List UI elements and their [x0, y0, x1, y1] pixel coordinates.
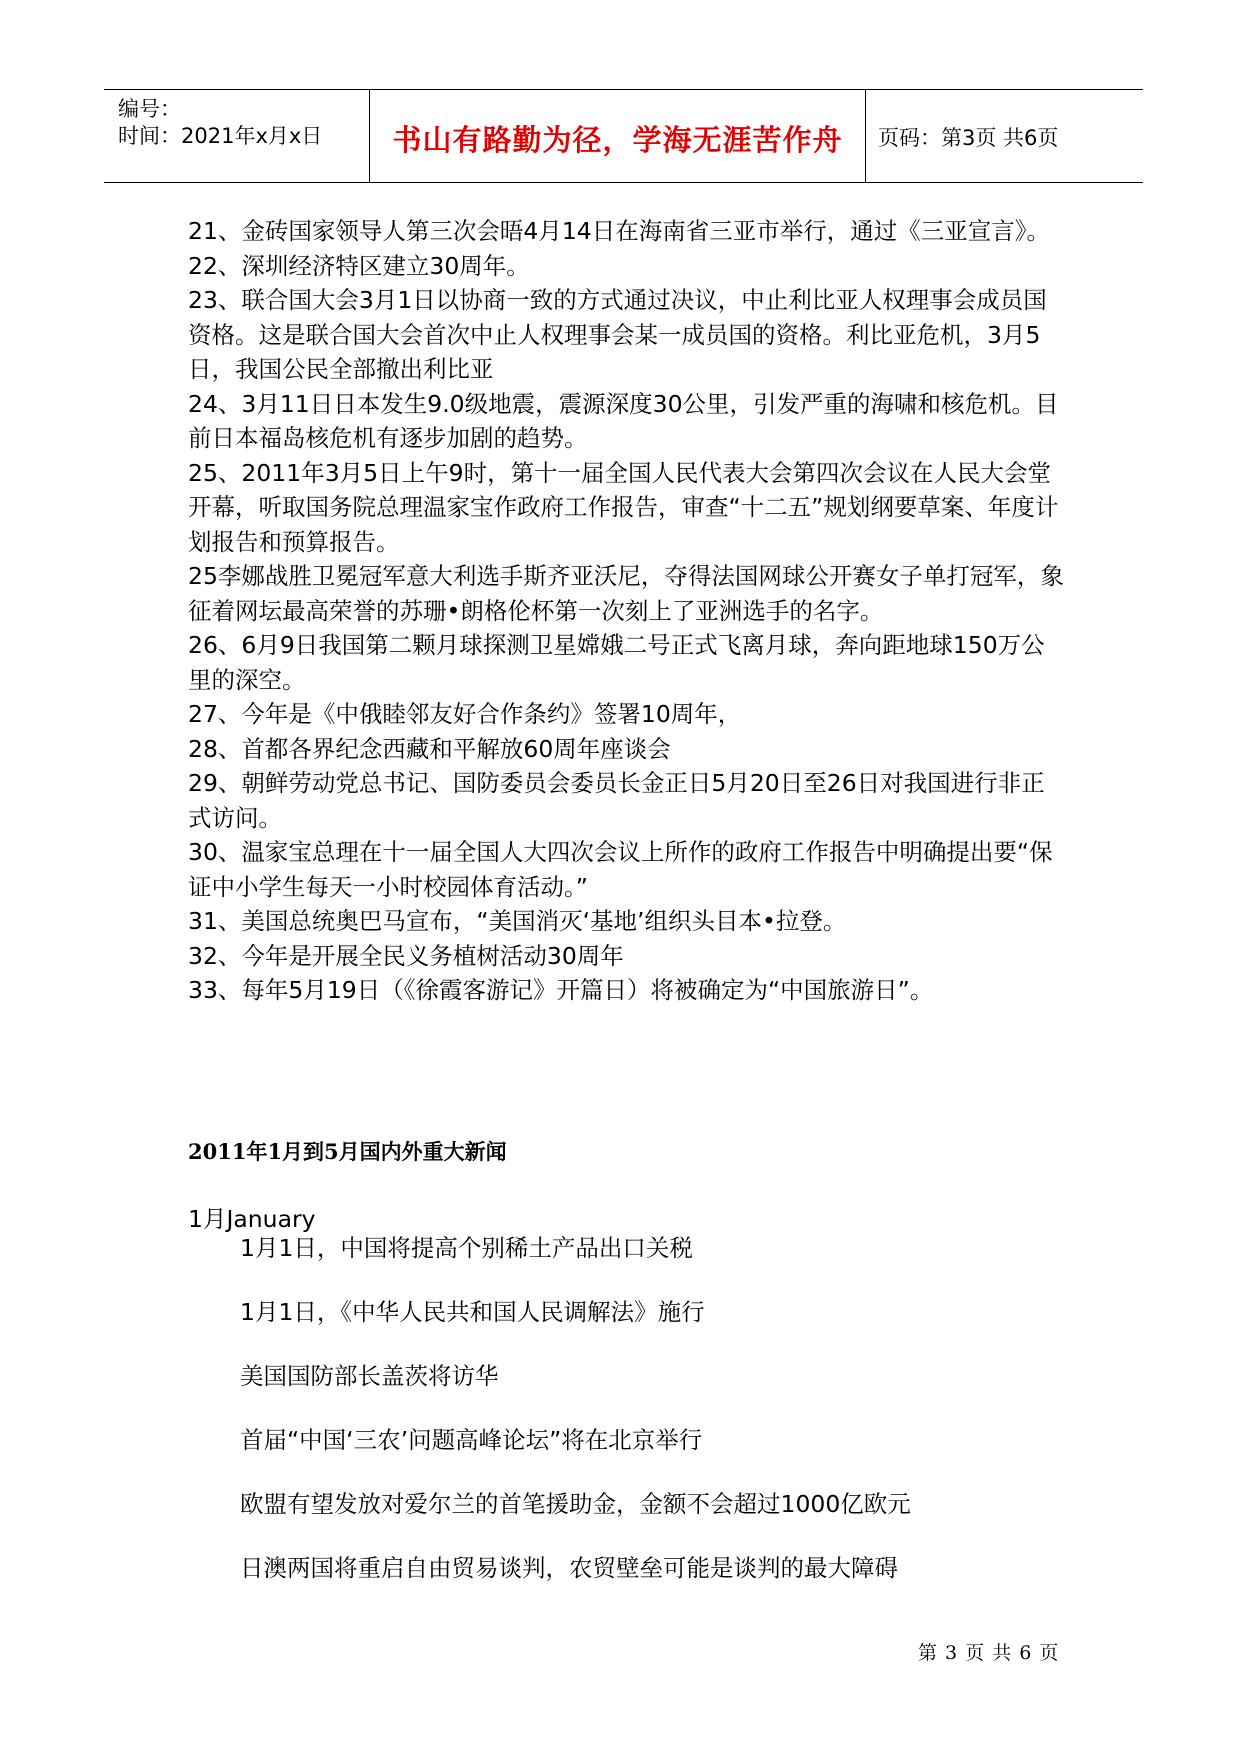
event-list — [188, 214, 1068, 1008]
list-item: 32、今年是开展全民义务植树活动30周年 — [188, 941, 624, 970]
header-page-number: 页码：第3页 共6页 — [878, 126, 1059, 150]
news-item: 1月1日，中国将提高个别稀土产品出口关税 — [240, 1234, 693, 1262]
list-item: 25李娜战胜卫冕冠军意大利选手斯齐亚沃尼，夺得法国网球公开赛女子单打冠军，象征着网坛最高荣誉的苏珊•朗格伦杯第一次刻上了亚洲选手的名字。 — [188, 562, 1064, 625]
list-item: 27、今年是《中俄睦邻友好合作条约》签署10周年， — [188, 700, 742, 728]
list-item: 29、朝鲜劳动党总书记、国防委员会委员长金正日5月20日至26日对我国进行非正式访问。 — [188, 769, 1045, 832]
list-item: 23、联合国大会3月1日以协商一致的方式通过决议，中止利比亚人权理事会成员国资格。这是联合国大会首次中止人权理事会某一成员国的资格。利比亚危机，3月5日，我国公民全部撤出利比亚 — [188, 286, 1047, 383]
news-item: 欧盟有望发放对爱尔兰的首笔援助金，金额不会超过1000亿欧元 — [240, 1490, 911, 1518]
list-item: 22、深圳经济特区建立30周年。 — [188, 251, 530, 280]
list-item: 26、6月9日我国第二颗月球探测卫星嫦娥二号正式飞离月球，奔向距地球150万公里的深空。 — [188, 631, 1045, 694]
list-item: 25、2011年3月5日上午9时，第十一届全国人民代表大会第四次会议在人民大会堂开幕，听取国务院总理温家宝作政府工作报告，审查“十二五”规划纲要草案、年度计划报告和预算报告。 — [188, 458, 1059, 556]
list-item: 21、金砖国家领导人第三次会晤4月14日在海南省三亚市举行，通过《三亚宣言》。 — [188, 217, 1051, 245]
document-number-label: 编号： — [118, 97, 181, 121]
news-item: 1月1日，《中华人民共和国人民调解法》施行 — [240, 1298, 705, 1326]
document-time-label: 时间：2021年x月x日 — [118, 124, 323, 148]
month-heading: 1月January — [188, 1205, 316, 1233]
news-item: 日澳两国将重启自由贸易谈判，农贸壁垒可能是谈判的最大障碍 — [240, 1554, 898, 1582]
list-item: 28、首都各界纪念西藏和平解放60周年座谈会 — [188, 734, 671, 763]
news-list — [240, 1231, 911, 1615]
news-item: 美国国防部长盖茨将访华 — [240, 1362, 499, 1390]
page-header — [104, 89, 1143, 183]
list-item: 24、3月11日日本发生9.0级地震，震源深度30公里，引发严重的海啸和核危机。目前日本福岛核危机有逐步加剧的趋势。 — [188, 389, 1059, 452]
header-motto-cell — [369, 90, 866, 182]
header-page-cell — [866, 90, 1143, 182]
section-title: 2011年1月到5月国内外重大新闻 — [188, 1139, 507, 1164]
news-item: 首届“中国‘三农’问题高峰论坛”将在北京举行 — [240, 1426, 703, 1454]
page-footer: 第 3 页 共 6 页 — [918, 1642, 1059, 1664]
list-item: 31、美国总统奥巴马宣布，“美国消灭‘基地’组织头目本•拉登。 — [188, 907, 847, 935]
header-info-cell — [104, 90, 369, 182]
header-motto: 书山有路勤为径，学海无涯苦作舟 — [392, 123, 843, 157]
list-item: 33、每年5月19日（《徐霞客游记》开篇日）将被确定为“中国旅游日”。 — [188, 976, 934, 1004]
list-item: 30、温家宝总理在十一届全国人大四次会议上所作的政府工作报告中明确提出要“保证中小学生每天一小时校园体育活动。” — [188, 838, 1053, 901]
